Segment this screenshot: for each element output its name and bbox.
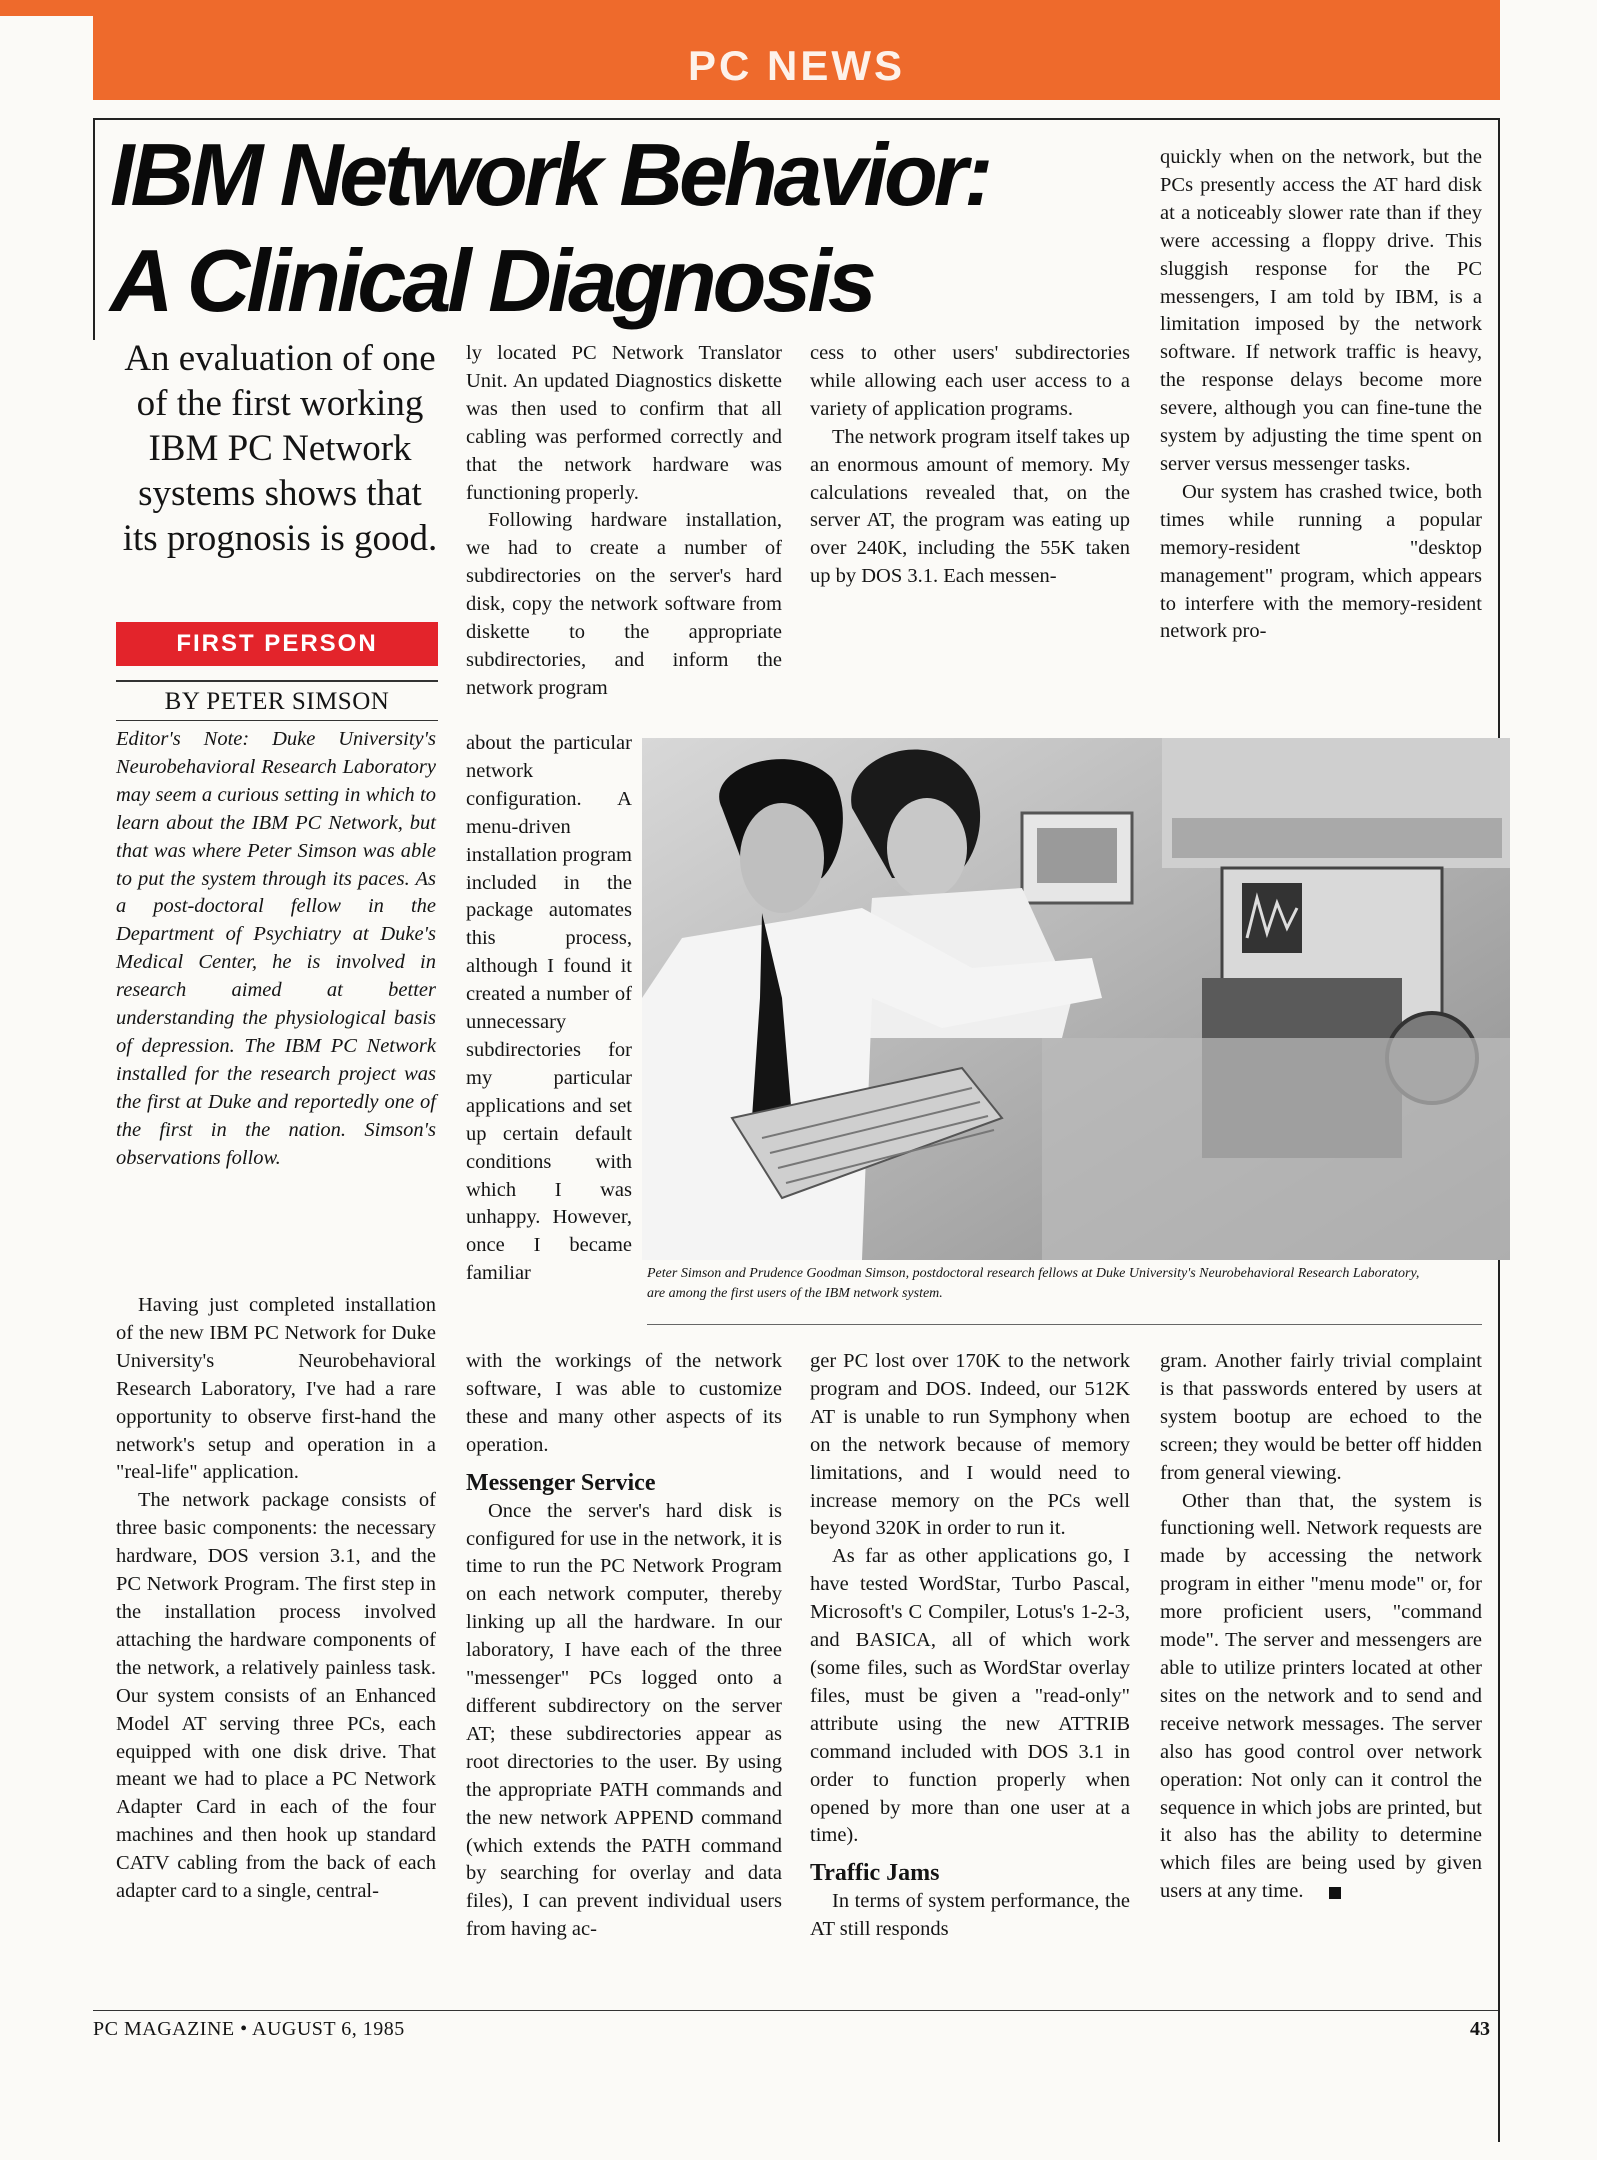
section-title: PC NEWS — [687, 42, 905, 89]
subhead-traffic-jams: Traffic Jams — [810, 1860, 940, 1887]
column-2-bottom — [466, 1348, 782, 1944]
paragraph: In terms of system performance, the AT still responds — [810, 1890, 1130, 1941]
paragraph: ly located PC Network Translator Unit. An updated Diagnostics diskette was then used to confirm that all cabling was performed correctly and that the network hardware was functioning properly. — [466, 342, 782, 504]
article-headline — [110, 122, 1090, 334]
subhead-messenger-service: Messenger Service — [466, 1469, 656, 1496]
column-2-top — [466, 340, 782, 703]
paragraph: quickly when on the network, but the PCs presently access the AT hard disk at a noticeably slower rate than if they were accessing a floppy drive. This sluggish response for the PC messengers, I am told by IBM, is a limitation imposed by the network software. If network traffic is heavy, the response delays become more severe, although you can fine-tune the system by adjusting the time spent on server versus messenger tasks. — [1160, 146, 1482, 475]
byline: BY PETER SIMSON — [164, 688, 390, 715]
lab-photo-illustration — [642, 738, 1510, 1260]
paragraph — [1160, 1488, 1482, 1907]
paragraph: Our system has crashed twice, both times while running a popular memory-resident "desktop management" program, which appears to interfere with the memory-resident network pro- — [1160, 480, 1482, 643]
column-4-top — [1160, 144, 1482, 646]
paragraph: Once the server's hard disk is configured for use in the network, it is time to run the PC Network Program on each network computer, thereby linking up all the hardware. In our laboratory, I have each of the three "messenger" PCs logged onto a different subdirectory on the server AT; these subdirectories appear as root directories to the user. By using the appropriate PATH commands and the new network APPEND command (which extends the PATH command by searching for overlay and data files), I can prevent individual users from having ac- — [466, 1499, 782, 1941]
paragraph: The network program itself takes up an enormous amount of memory. My calculations revealed that, on the server AT, the program was eating up over 240K, including the 55K taken up by DOS 3.1. Each messen- — [810, 425, 1130, 588]
column-2-narrow — [466, 730, 632, 1288]
column-1 — [116, 1292, 436, 1906]
paragraph: As far as other applications go, I have tested WordStar, Turbo Pascal, Microsoft's C Compiler, Lotus's 1-2-3, and BASICA, all of which work (some files, such as WordStar overlay files, must be given a "read-only" attribute using the new ATTRIB command included with DOS 3.1 in order to function properly when opened by more than one user at a time). — [810, 1545, 1130, 1847]
photo-caption: Peter Simson and Prudence Goodman Simson, postdoctoral research fellows at Duke University's Neurobehavioral Research Laboratory, are among the first users of the IBM network system. — [647, 1266, 1420, 1301]
paragraph: ger PC lost over 170K to the network program and DOS. Indeed, our 512K AT is unable to run Symphony when on the network because of memory limitations, and I would need to increase memory on the PCs well beyond 320K in order to run it. — [810, 1350, 1130, 1540]
headline-line-2: A Clinical Diagnosis — [110, 231, 873, 330]
paragraph: Following hardware installation, we had to create a number of subdirectories on the server's hard disk, copy the network software from diskette to the appropriate subdirectories, and inform the network program — [466, 509, 782, 699]
paragraph: Having just completed installation of the new IBM PC Network for Duke University's Neurobehavioral Research Laboratory, I've had a rare opportunity to observe first-hand the network's setup and operation in a "real-life" application. — [116, 1294, 436, 1484]
paragraph: gram. Another fairly trivial complaint is that passwords entered by users at system bootup are echoed to the screen; they would be better off hidden from general viewing. — [1160, 1350, 1482, 1484]
footer-publication: PC MAGAZINE • AUGUST 6, 1985 — [93, 2018, 405, 2040]
paragraph: The network package consists of three basic components: the necessary hardware, DOS version 3.1, and the PC Network Program. The first step in the installation process involved attaching the hardware components of the network, a relatively painless task. Our system consists of an Enhanced Model AT serving three PCs, each equipped with one disk drive. That meant we had to place a PC Network Adapter Card in each of the four machines and then hook up standard CATV cabling from the back of each adapter card to a single, central- — [116, 1489, 436, 1903]
article-deck: An evaluation of one of the first working IBM PC Network systems shows that its prognosis is good. — [122, 338, 438, 559]
editors-note: Editor's Note: Duke University's Neurobehavioral Research Laboratory may seem a curious setting in which to learn about the IBM PC Network, but that was where Peter Simson was able to put the system through its paces. As a post-doctoral fellow in the Department of Psychiatry at Duke's Medical Center, he is involved in research aimed at better understanding the physiological basis of depression. The IBM PC Network installed for the research project was the first at Duke and reportedly one of the first in the nation. Simson's observations follow. — [116, 728, 436, 1169]
byline-rule — [116, 720, 438, 721]
column-3-top — [810, 340, 1130, 591]
page-number: 43 — [1470, 2018, 1490, 2040]
article-photo — [642, 738, 1510, 1260]
paragraph: with the workings of the network software, I was able to customize these and many other aspects of its operation. — [466, 1350, 782, 1456]
frame-rule — [93, 118, 95, 340]
column-3-bottom — [810, 1348, 1130, 1944]
paragraph: about the particular network configuration. A menu-driven installation program included in the package automates this process, although I found it created a number of unnecessary subdirectories for my particular applications and set up certain default conditions with which I was unhappy. However, once I became familiar — [466, 732, 632, 1285]
end-mark-icon — [1329, 1887, 1341, 1899]
caption-rule — [647, 1324, 1482, 1325]
paragraph-text: Other than that, the system is functioning well. Network requests are made by accessing the network program in either "menu mode" or, for more proficient users, "command mode". The server and messengers are able to utilize printers located at other sites on the network and to send and receive network messages. The server also has good control over network operation: Not only can it control the sequence in which jobs are printed, but it also has the ability to determine which files are being used by given users at any time. — [1160, 1489, 1482, 1903]
headline-line-1: IBM Network Behavior: — [110, 125, 990, 224]
footer-rule — [93, 2010, 1498, 2011]
paragraph: cess to other users' subdirectories while allowing each user access to a variety of application programs. — [810, 342, 1130, 420]
column-4-bottom — [1160, 1348, 1482, 1906]
header-accent — [0, 0, 93, 16]
byline-rule — [116, 680, 438, 682]
frame-rule — [93, 118, 1498, 120]
first-person-badge: FIRST PERSON — [116, 622, 438, 666]
